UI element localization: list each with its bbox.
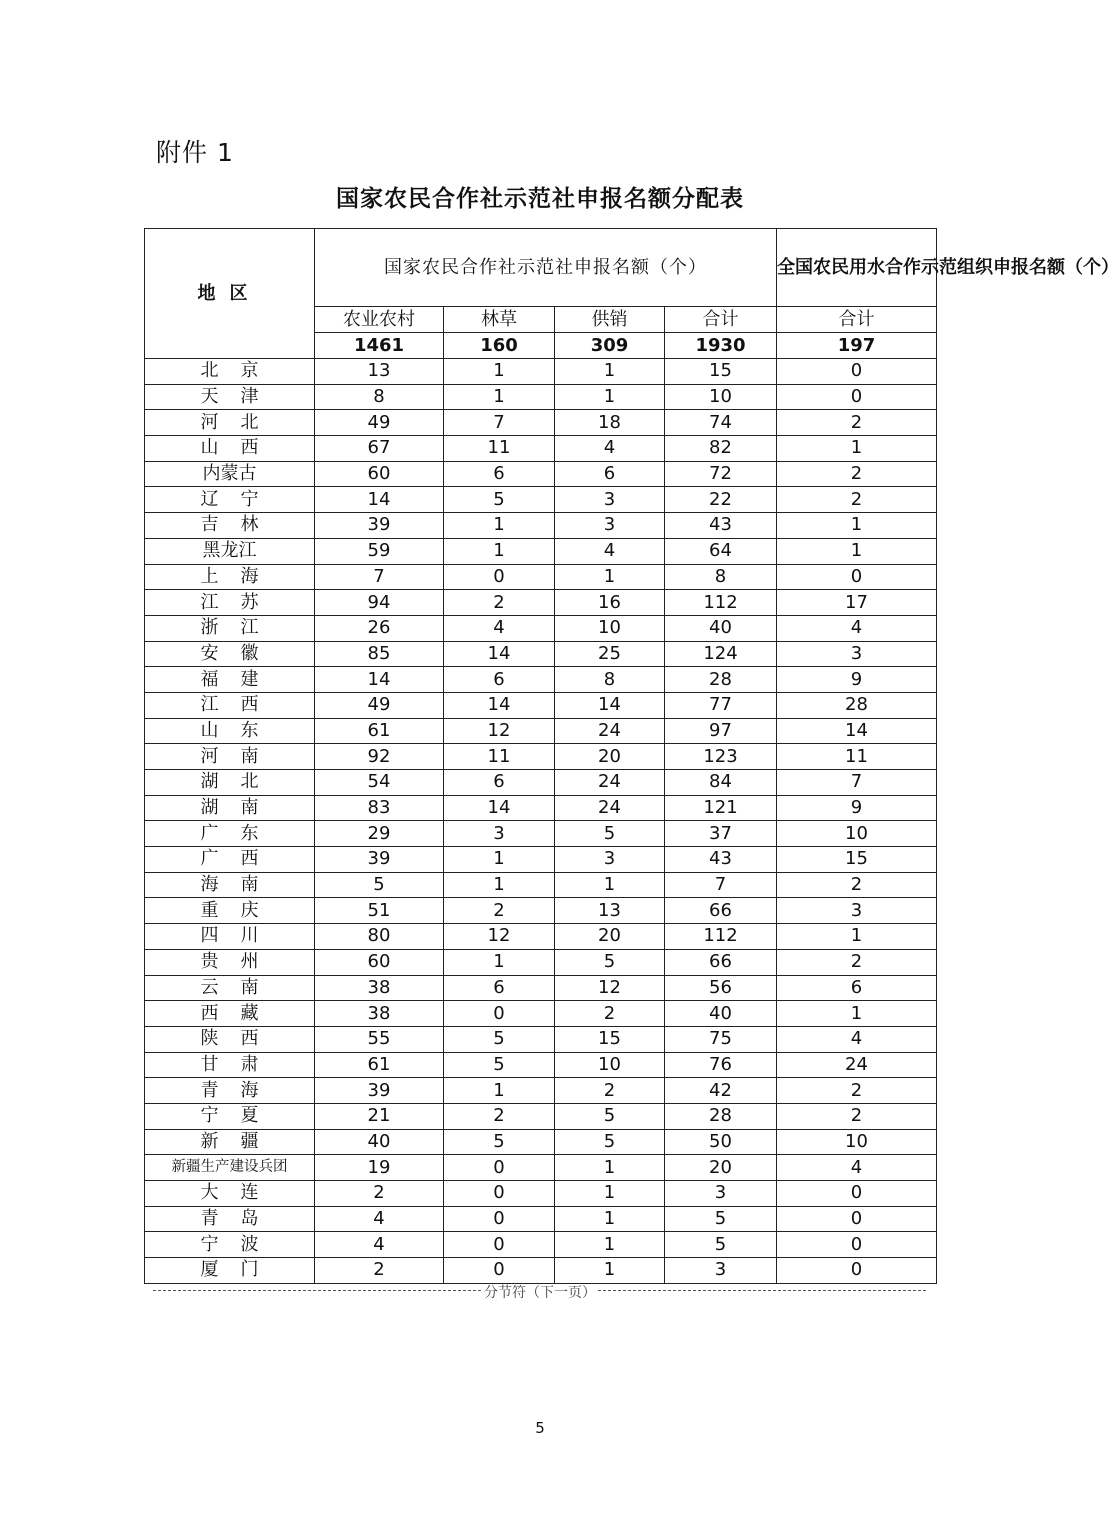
table-row	[145, 615, 937, 641]
value-cell: 9	[777, 667, 937, 693]
value-cell: 0	[444, 564, 555, 590]
value-cell: 94	[315, 590, 444, 616]
value-cell: 21	[315, 1103, 444, 1129]
value-cell: 1	[555, 1155, 665, 1181]
value-cell: 5	[665, 1232, 777, 1258]
region-cell: 四川	[145, 924, 315, 950]
table-row	[145, 641, 937, 667]
table-row	[145, 513, 937, 539]
value-cell: 124	[665, 641, 777, 667]
value-cell: 2	[555, 1001, 665, 1027]
value-cell: 20	[555, 744, 665, 770]
region-cell: 青岛	[145, 1206, 315, 1232]
group-header: 国家农民合作社示范社申报名额（个）	[315, 229, 777, 307]
value-cell: 0	[444, 1181, 555, 1207]
region-cell: 厦门	[145, 1258, 315, 1284]
region-cell: 浙江	[145, 615, 315, 641]
value-cell: 1	[555, 1232, 665, 1258]
region-cell: 广东	[145, 821, 315, 847]
value-cell: 15	[777, 847, 937, 873]
region-cell: 海南	[145, 872, 315, 898]
value-cell: 1	[444, 538, 555, 564]
water-header: 全国农民用水合作示范组织申报名额（个）	[777, 229, 937, 307]
value-cell: 97	[665, 718, 777, 744]
value-cell: 19	[315, 1155, 444, 1181]
value-cell: 38	[315, 1001, 444, 1027]
value-cell: 67	[315, 436, 444, 462]
table-row	[145, 821, 937, 847]
section-break	[0, 1282, 1080, 1302]
value-cell: 22	[665, 487, 777, 513]
region-cell: 湖北	[145, 770, 315, 796]
value-cell: 1	[777, 1001, 937, 1027]
value-cell: 24	[777, 1052, 937, 1078]
table-title: 国家农民合作社示范社申报名额分配表	[336, 186, 744, 212]
value-cell: 2	[444, 590, 555, 616]
value-cell: 0	[777, 359, 937, 385]
value-cell: 3	[555, 847, 665, 873]
value-cell: 83	[315, 795, 444, 821]
value-cell: 11	[444, 744, 555, 770]
value-cell: 7	[315, 564, 444, 590]
value-cell: 1	[444, 1078, 555, 1104]
value-cell: 0	[444, 1001, 555, 1027]
value-cell: 18	[555, 410, 665, 436]
table-row	[145, 718, 937, 744]
value-cell: 6	[444, 975, 555, 1001]
region-cell: 吉林	[145, 513, 315, 539]
value-cell: 14	[315, 487, 444, 513]
table-row	[145, 1078, 937, 1104]
value-cell: 6	[777, 975, 937, 1001]
value-cell: 28	[665, 1103, 777, 1129]
value-cell: 26	[315, 615, 444, 641]
col-header-forest: 林草	[444, 307, 555, 333]
value-cell: 7	[665, 872, 777, 898]
total-agri: 1461	[315, 333, 444, 359]
value-cell: 2	[555, 1078, 665, 1104]
value-cell: 10	[555, 615, 665, 641]
value-cell: 24	[555, 795, 665, 821]
value-cell: 3	[665, 1181, 777, 1207]
value-cell: 12	[555, 975, 665, 1001]
value-cell: 1	[555, 1258, 665, 1284]
value-cell: 9	[777, 795, 937, 821]
table-row	[145, 590, 937, 616]
total-supply: 309	[555, 333, 665, 359]
value-cell: 4	[555, 538, 665, 564]
value-cell: 1	[777, 436, 937, 462]
value-cell: 14	[777, 718, 937, 744]
value-cell: 66	[665, 949, 777, 975]
value-cell: 39	[315, 1078, 444, 1104]
value-cell: 10	[555, 1052, 665, 1078]
value-cell: 0	[777, 1206, 937, 1232]
value-cell: 14	[444, 795, 555, 821]
value-cell: 3	[777, 898, 937, 924]
value-cell: 5	[665, 1206, 777, 1232]
value-cell: 25	[555, 641, 665, 667]
page-number: 5	[535, 1419, 545, 1437]
value-cell: 0	[777, 564, 937, 590]
region-cell: 重庆	[145, 898, 315, 924]
value-cell: 76	[665, 1052, 777, 1078]
table-row	[145, 898, 937, 924]
table-row	[145, 1026, 937, 1052]
value-cell: 6	[444, 461, 555, 487]
value-cell: 61	[315, 718, 444, 744]
value-cell: 5	[315, 872, 444, 898]
value-cell: 37	[665, 821, 777, 847]
value-cell: 10	[777, 821, 937, 847]
region-cell: 宁夏	[145, 1103, 315, 1129]
value-cell: 40	[315, 1129, 444, 1155]
region-cell: 黑龙江	[145, 538, 315, 564]
value-cell: 42	[665, 1078, 777, 1104]
value-cell: 72	[665, 461, 777, 487]
value-cell: 92	[315, 744, 444, 770]
table-row	[145, 564, 937, 590]
region-cell: 辽宁	[145, 487, 315, 513]
value-cell: 66	[665, 898, 777, 924]
value-cell: 82	[665, 436, 777, 462]
value-cell: 112	[665, 590, 777, 616]
table-row	[145, 872, 937, 898]
value-cell: 85	[315, 641, 444, 667]
value-cell: 5	[444, 487, 555, 513]
table-row	[145, 1052, 937, 1078]
value-cell: 6	[444, 770, 555, 796]
region-cell: 山西	[145, 436, 315, 462]
region-cell: 陕西	[145, 1026, 315, 1052]
value-cell: 112	[665, 924, 777, 950]
section-break-label: 分节符（下一页）	[484, 1285, 596, 1301]
value-cell: 8	[665, 564, 777, 590]
value-cell: 4	[777, 615, 937, 641]
total-forest: 160	[444, 333, 555, 359]
region-cell: 新疆生产建设兵团	[145, 1155, 315, 1181]
value-cell: 17	[777, 590, 937, 616]
value-cell: 14	[315, 667, 444, 693]
value-cell: 8	[315, 384, 444, 410]
value-cell: 11	[777, 744, 937, 770]
value-cell: 121	[665, 795, 777, 821]
allocation-table	[144, 228, 1119, 1284]
value-cell: 1	[777, 513, 937, 539]
value-cell: 51	[315, 898, 444, 924]
value-cell: 2	[777, 1103, 937, 1129]
table-row	[145, 744, 937, 770]
value-cell: 38	[315, 975, 444, 1001]
value-cell: 15	[555, 1026, 665, 1052]
region-cell: 贵州	[145, 949, 315, 975]
region-cell: 江苏	[145, 590, 315, 616]
value-cell: 4	[777, 1155, 937, 1181]
value-cell: 5	[555, 1129, 665, 1155]
value-cell: 75	[665, 1026, 777, 1052]
value-cell: 4	[315, 1206, 444, 1232]
table-row	[145, 461, 937, 487]
value-cell: 24	[555, 770, 665, 796]
value-cell: 15	[665, 359, 777, 385]
value-cell: 4	[444, 615, 555, 641]
table-row	[145, 1206, 937, 1232]
table-row	[145, 359, 937, 385]
value-cell: 7	[777, 770, 937, 796]
region-cell: 甘肃	[145, 1052, 315, 1078]
value-cell: 10	[665, 384, 777, 410]
table-row	[145, 770, 937, 796]
col-header-agri: 农业农村	[315, 307, 444, 333]
value-cell: 2	[777, 461, 937, 487]
value-cell: 3	[555, 513, 665, 539]
value-cell: 1	[555, 564, 665, 590]
table-row	[145, 487, 937, 513]
value-cell: 40	[665, 1001, 777, 1027]
value-cell: 14	[444, 692, 555, 718]
value-cell: 5	[555, 1103, 665, 1129]
value-cell: 1	[555, 384, 665, 410]
value-cell: 49	[315, 410, 444, 436]
value-cell: 0	[444, 1232, 555, 1258]
value-cell: 4	[315, 1232, 444, 1258]
table-row	[145, 1103, 937, 1129]
value-cell: 2	[315, 1258, 444, 1284]
value-cell: 0	[777, 1232, 937, 1258]
value-cell: 29	[315, 821, 444, 847]
value-cell: 24	[555, 718, 665, 744]
value-cell: 43	[665, 513, 777, 539]
value-cell: 2	[315, 1181, 444, 1207]
value-cell: 74	[665, 410, 777, 436]
value-cell: 8	[555, 667, 665, 693]
table-row	[145, 538, 937, 564]
region-cell: 福建	[145, 667, 315, 693]
value-cell: 0	[444, 1258, 555, 1284]
value-cell: 28	[777, 692, 937, 718]
region-cell: 湖南	[145, 795, 315, 821]
value-cell: 28	[665, 667, 777, 693]
value-cell: 54	[315, 770, 444, 796]
value-cell: 1	[444, 949, 555, 975]
value-cell: 0	[777, 1258, 937, 1284]
value-cell: 12	[444, 924, 555, 950]
value-cell: 84	[665, 770, 777, 796]
value-cell: 1	[444, 384, 555, 410]
value-cell: 1	[555, 1206, 665, 1232]
value-cell: 14	[444, 641, 555, 667]
table-row	[145, 1129, 937, 1155]
value-cell: 5	[444, 1026, 555, 1052]
value-cell: 80	[315, 924, 444, 950]
value-cell: 6	[555, 461, 665, 487]
region-cell: 云南	[145, 975, 315, 1001]
col-header-water-total: 合计	[777, 307, 937, 333]
table-row	[145, 1258, 937, 1284]
value-cell: 55	[315, 1026, 444, 1052]
total-sum: 1930	[665, 333, 777, 359]
value-cell: 60	[315, 461, 444, 487]
table-row	[145, 1232, 937, 1258]
value-cell: 16	[555, 590, 665, 616]
table-row	[145, 410, 937, 436]
col-header-total: 合计	[665, 307, 777, 333]
region-cell: 宁波	[145, 1232, 315, 1258]
value-cell: 5	[444, 1052, 555, 1078]
region-cell: 河南	[145, 744, 315, 770]
table-row	[145, 949, 937, 975]
region-cell: 天津	[145, 384, 315, 410]
value-cell: 43	[665, 847, 777, 873]
region-cell: 上海	[145, 564, 315, 590]
value-cell: 39	[315, 513, 444, 539]
table-row	[145, 1155, 937, 1181]
value-cell: 2	[444, 1103, 555, 1129]
region-cell: 广西	[145, 847, 315, 873]
table-row	[145, 847, 937, 873]
value-cell: 56	[665, 975, 777, 1001]
region-cell: 西藏	[145, 1001, 315, 1027]
value-cell: 2	[444, 898, 555, 924]
value-cell: 1	[555, 1181, 665, 1207]
value-cell: 1	[444, 513, 555, 539]
region-header: 地区	[145, 229, 315, 359]
value-cell: 5	[555, 949, 665, 975]
value-cell: 61	[315, 1052, 444, 1078]
value-cell: 11	[444, 436, 555, 462]
value-cell: 40	[665, 615, 777, 641]
value-cell: 7	[444, 410, 555, 436]
table-row	[145, 692, 937, 718]
value-cell: 10	[777, 1129, 937, 1155]
value-cell: 59	[315, 538, 444, 564]
attachment-label: 附件 1	[156, 138, 234, 167]
value-cell: 39	[315, 847, 444, 873]
table-row	[145, 1181, 937, 1207]
value-cell: 3	[665, 1258, 777, 1284]
value-cell: 2	[777, 410, 937, 436]
value-cell: 60	[315, 949, 444, 975]
value-cell: 1	[555, 359, 665, 385]
value-cell: 4	[555, 436, 665, 462]
value-cell: 1	[444, 872, 555, 898]
value-cell: 6	[444, 667, 555, 693]
value-cell: 1	[444, 359, 555, 385]
value-cell: 1	[555, 872, 665, 898]
region-cell: 安徽	[145, 641, 315, 667]
value-cell: 13	[555, 898, 665, 924]
region-cell: 北京	[145, 359, 315, 385]
total-water: 197	[777, 333, 937, 359]
value-cell: 50	[665, 1129, 777, 1155]
value-cell: 4	[777, 1026, 937, 1052]
region-cell: 内蒙古	[145, 461, 315, 487]
table-row	[145, 795, 937, 821]
value-cell: 49	[315, 692, 444, 718]
value-cell: 1	[777, 538, 937, 564]
value-cell: 12	[444, 718, 555, 744]
value-cell: 1	[777, 924, 937, 950]
region-cell: 新疆	[145, 1129, 315, 1155]
table-row	[145, 924, 937, 950]
value-cell: 2	[777, 1078, 937, 1104]
value-cell: 2	[777, 949, 937, 975]
table-row	[145, 436, 937, 462]
region-cell: 青海	[145, 1078, 315, 1104]
value-cell: 64	[665, 538, 777, 564]
value-cell: 3	[777, 641, 937, 667]
region-cell: 河北	[145, 410, 315, 436]
table-row	[145, 1001, 937, 1027]
value-cell: 0	[444, 1206, 555, 1232]
region-cell: 江西	[145, 692, 315, 718]
region-cell: 山东	[145, 718, 315, 744]
value-cell: 0	[777, 1181, 937, 1207]
value-cell: 2	[777, 487, 937, 513]
value-cell: 1	[444, 847, 555, 873]
table-row	[145, 975, 937, 1001]
value-cell: 13	[315, 359, 444, 385]
value-cell: 5	[444, 1129, 555, 1155]
value-cell: 14	[555, 692, 665, 718]
table-row	[145, 384, 937, 410]
table-row	[145, 667, 937, 693]
value-cell: 0	[444, 1155, 555, 1181]
value-cell: 5	[555, 821, 665, 847]
region-cell: 大连	[145, 1181, 315, 1207]
value-cell: 20	[665, 1155, 777, 1181]
value-cell: 3	[444, 821, 555, 847]
value-cell: 77	[665, 692, 777, 718]
col-header-supply: 供销	[555, 307, 665, 333]
value-cell: 0	[777, 384, 937, 410]
value-cell: 3	[555, 487, 665, 513]
value-cell: 2	[777, 872, 937, 898]
value-cell: 20	[555, 924, 665, 950]
value-cell: 123	[665, 744, 777, 770]
